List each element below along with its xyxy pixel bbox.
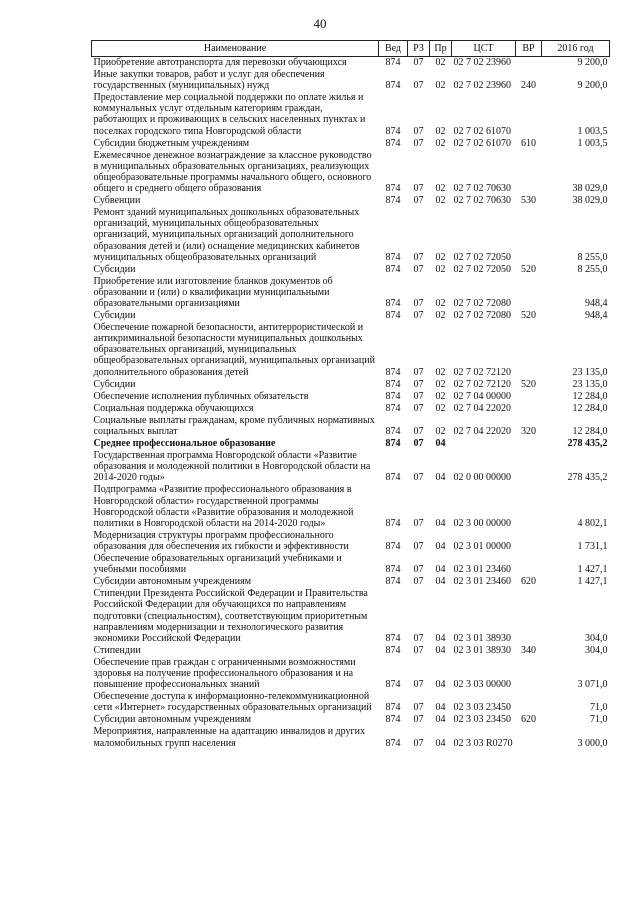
cell-vr: 610 (521, 137, 536, 149)
cell-cst: 02 3 01 38930 (453, 644, 511, 656)
table-body (92, 57, 610, 750)
cell-pr: 02 (435, 310, 446, 322)
cell-ved: 874 (385, 390, 401, 402)
cell-rz: 07 (413, 195, 424, 207)
cell-ved: 874 (385, 679, 401, 691)
budget-table (91, 40, 610, 750)
cell-pr: 02 (435, 390, 446, 402)
table-row (92, 92, 610, 137)
cell-rz: 07 (413, 517, 424, 529)
cell-cst: 02 0 00 00000 (453, 472, 511, 484)
cell-rz: 07 (413, 183, 424, 195)
table-row (92, 150, 610, 195)
cell-cst (452, 438, 516, 450)
cell-rz: 07 (413, 263, 424, 275)
cell-cst: 02 7 02 72120 (453, 366, 511, 378)
table-row (92, 276, 610, 310)
cell-pr: 02 (435, 378, 446, 390)
cell-name: Обеспечение доступа к информационно-телекоммуникационной сети «Интернет» государственных образовательных организаций (93, 691, 372, 714)
cell-ved: 874 (385, 644, 401, 656)
cell-ved: 874 (385, 195, 401, 207)
cell-sum: 9 200,0 (577, 80, 608, 92)
cell-ved: 874 (385, 251, 401, 263)
cell-cst: 02 3 01 23460 (453, 564, 511, 576)
cell-sum: 304,0 (585, 632, 608, 644)
table-row (92, 726, 610, 749)
table-row (92, 207, 610, 263)
cell-cst: 02 3 01 00000 (453, 540, 511, 552)
cell-cst: 02 7 02 72080 (453, 297, 511, 309)
cell-vr (516, 553, 542, 576)
cell-pr: 04 (435, 472, 446, 484)
cell-ved: 874 (385, 517, 401, 529)
cell-pr: 04 (435, 632, 446, 644)
cell-ved: 874 (385, 702, 401, 714)
table-row (92, 403, 610, 415)
cell-sum: 278 435,2 (567, 438, 608, 450)
header-rz: РЗ (408, 41, 430, 57)
cell-name: Социальные выплаты гражданам, кроме публичных нормативных социальных выплат (93, 414, 375, 437)
cell-cst: 02 7 02 61070 (453, 137, 511, 149)
cell-sum: 1 003,5 (577, 125, 608, 137)
table-row (92, 553, 610, 576)
cell-name: Субсидии (93, 263, 136, 275)
cell-sum: 8 255,0 (577, 251, 608, 263)
cell-name: Иные закупки товаров, работ и услуг для обеспечения государственных (муниципальных) нужд (93, 69, 325, 92)
table-row (92, 714, 610, 726)
table-row (92, 264, 610, 276)
cell-name: Субсидии бюджетным учреждениям (93, 137, 250, 149)
cell-name: Ремонт зданий муниципальных дошкольных образовательных организаций, муниципальных общеобразовательных организаций, муниципальных организаций дополнительного образования детей и (или) оснащение медицинских кабинетов муниципальных общеобразовательных организаций (93, 207, 360, 263)
cell-cst: 02 7 02 23960 (453, 80, 511, 92)
cell-vr: 320 (521, 426, 536, 437)
cell-rz: 07 (413, 402, 424, 414)
page-number: 40 (313, 16, 327, 31)
cell-ved: 874 (385, 378, 401, 390)
header-ved: Вед (379, 41, 408, 57)
cell-pr: 04 (435, 540, 446, 552)
cell-sum: 38 029,0 (572, 183, 608, 195)
cell-cst: 02 7 04 00000 (453, 390, 511, 402)
cell-rz: 07 (413, 644, 424, 656)
cell-vr (516, 403, 542, 415)
cell-rz: 07 (413, 438, 424, 450)
cell-pr: 02 (435, 195, 446, 207)
table-row (92, 484, 610, 529)
cell-ved: 874 (385, 183, 401, 195)
cell-pr: 04 (435, 644, 446, 656)
cell-ved: 874 (385, 632, 401, 644)
table-row (92, 415, 610, 438)
cell-cst: 02 7 02 23960 (453, 57, 511, 68)
cell-vr (516, 691, 542, 714)
cell-name: Стипендии (93, 644, 141, 656)
cell-name: Среднее профессиональное образование (93, 438, 276, 450)
cell-cst: 02 7 04 22020 (453, 402, 511, 414)
cell-pr: 04 (435, 702, 446, 714)
cell-vr (516, 276, 542, 310)
cell-vr (516, 484, 542, 529)
cell-name: Субсидии (93, 378, 136, 390)
cell-cst: 02 3 00 00000 (453, 517, 511, 529)
cell-rz: 07 (413, 714, 424, 726)
cell-rz: 07 (413, 564, 424, 576)
cell-cst: 02 3 03 23450 (453, 702, 511, 714)
cell-cst: 02 7 04 22020 (453, 426, 511, 437)
cell-sum: 1 003,5 (577, 137, 608, 149)
cell-vr (516, 726, 542, 749)
cell-rz: 07 (413, 540, 424, 552)
cell-name: Модернизация структуры программ профессионального образования для обеспечения их гибкости и эффективности (93, 529, 349, 552)
cell-ved: 874 (385, 366, 401, 378)
cell-pr: 02 (435, 366, 446, 378)
cell-sum: 12 284,0 (572, 390, 608, 402)
table-row (92, 310, 610, 322)
cell-ved: 874 (385, 57, 401, 68)
cell-sum: 4 802,1 (577, 517, 608, 529)
cell-cst: 02 7 02 70630 (453, 183, 511, 195)
cell-sum: 38 029,0 (572, 195, 608, 207)
cell-ved: 874 (385, 438, 401, 450)
header-sum: 2016 год (542, 41, 610, 57)
table-row (92, 438, 610, 450)
cell-vr: 520 (521, 378, 536, 390)
cell-vr: 340 (521, 644, 536, 656)
cell-sum: 9 200,0 (577, 57, 608, 68)
cell-name: Мероприятия, направленные на адаптацию инвалидов и других маломобильных групп населения (93, 726, 365, 749)
header-name: Наименование (92, 41, 379, 57)
cell-vr: 530 (521, 195, 536, 207)
cell-pr: 04 (435, 737, 446, 749)
cell-pr: 04 (435, 438, 446, 450)
cell-name: Субвенции (93, 195, 141, 207)
table-row (92, 450, 610, 484)
cell-name: Приобретение или изготовление бланков документов об образовании и (или) о квалификации муниципальными образовательными организациями (93, 275, 333, 309)
cell-vr (516, 530, 542, 553)
cell-ved: 874 (385, 402, 401, 414)
header-cst: ЦСТ (452, 41, 516, 57)
cell-cst: 02 3 03 R0270 (453, 737, 513, 749)
cell-cst: 02 7 02 72120 (453, 378, 511, 390)
cell-vr: 240 (521, 80, 536, 92)
cell-pr: 02 (435, 426, 446, 437)
cell-ved: 874 (385, 714, 401, 726)
cell-rz: 07 (413, 297, 424, 309)
table-row (92, 691, 610, 714)
cell-name: Обеспечение пожарной безопасности, антитеррористической и антикриминальной безопасности муниципальных дошкольных образовательных организаций, муниципальных общеобразовательных организаций, муниципальных организаций дополнительного образования детей (93, 322, 375, 378)
cell-vr: 520 (521, 310, 536, 322)
cell-pr: 04 (435, 564, 446, 576)
cell-ved: 874 (385, 125, 401, 137)
cell-name: Обеспечение прав граждан с ограниченными возможностями здоровья на получение профессионального образования и на повышение профессиональных знаний (93, 656, 356, 691)
cell-rz: 07 (413, 57, 424, 68)
cell-ved: 874 (385, 80, 401, 92)
cell-ved: 874 (385, 564, 401, 576)
cell-vr (516, 57, 542, 70)
cell-pr: 04 (435, 679, 446, 691)
cell-rz: 07 (413, 472, 424, 484)
table-row (92, 138, 610, 150)
table-row (92, 576, 610, 588)
cell-pr: 02 (435, 125, 446, 137)
table-row (92, 379, 610, 391)
cell-sum: 23 135,0 (572, 378, 608, 390)
cell-rz: 07 (413, 80, 424, 92)
cell-sum: 3 000,0 (577, 737, 608, 749)
cell-ved: 874 (385, 263, 401, 275)
cell-cst: 02 3 01 38930 (453, 632, 511, 644)
cell-rz: 07 (413, 366, 424, 378)
cell-cst: 02 3 01 23460 (453, 576, 511, 588)
cell-rz: 07 (413, 679, 424, 691)
cell-sum: 1 427,1 (577, 576, 608, 588)
cell-rz: 07 (413, 426, 424, 437)
cell-vr (516, 322, 542, 378)
cell-sum: 948,4 (585, 310, 608, 322)
cell-name: Предоставление мер социальной поддержки по оплате жилья и коммунальных услуг отдельным категориям граждан, работающих и проживающих в сельских населенных пунктах и поселках городского типа Новгородской области (93, 92, 366, 137)
cell-pr: 02 (435, 80, 446, 92)
cell-sum: 1 731,1 (577, 540, 608, 552)
cell-rz: 07 (413, 702, 424, 714)
cell-pr: 02 (435, 183, 446, 195)
cell-vr (516, 450, 542, 484)
cell-cst: 02 7 02 72050 (453, 263, 511, 275)
cell-name: Обеспечение исполнения публичных обязательств (93, 390, 309, 402)
header-row (92, 41, 610, 57)
table-row (92, 645, 610, 657)
cell-cst: 02 3 03 23450 (453, 714, 511, 726)
cell-pr: 02 (435, 57, 446, 68)
cell-sum: 3 071,0 (577, 679, 608, 691)
cell-vr (516, 92, 542, 137)
cell-name: Ежемесячное денежное вознаграждение за классное руководство в муниципальных образовательных организациях, реализующих общеобразовательные программы начального общего, основного общего и среднего общего образования (93, 149, 372, 195)
cell-name: Субсидии (93, 310, 136, 322)
header-pr: Пр (430, 41, 452, 57)
cell-sum: 71,0 (590, 714, 608, 726)
cell-ved: 874 (385, 472, 401, 484)
table-row (92, 657, 610, 691)
cell-ved: 874 (385, 137, 401, 149)
cell-rz: 07 (413, 737, 424, 749)
cell-name: Субсидии автономным учреждениям (93, 576, 252, 588)
cell-sum: 71,0 (590, 702, 608, 714)
cell-ved: 874 (385, 576, 401, 588)
cell-cst: 02 7 02 70630 (453, 195, 511, 207)
header-vr: ВР (516, 41, 542, 57)
cell-vr (516, 657, 542, 691)
table-row (92, 322, 610, 378)
cell-ved: 874 (385, 737, 401, 749)
cell-rz: 07 (413, 137, 424, 149)
cell-rz: 07 (413, 378, 424, 390)
cell-vr (516, 150, 542, 195)
cell-vr: 520 (521, 263, 536, 275)
cell-name: Стипендии Президента Российской Федерации и Правительства Российской Федерации для обучающихся по направлениям подготовки (специальностям), соответствующим приоритетным направлениям модернизации и технологического развития экономики Российской Федерации (93, 588, 368, 644)
cell-sum: 1 427,1 (577, 564, 608, 576)
cell-ved: 874 (385, 297, 401, 309)
cell-vr: 620 (521, 714, 536, 726)
cell-pr: 02 (435, 251, 446, 263)
cell-sum: 304,0 (585, 644, 608, 656)
table-row (92, 530, 610, 553)
cell-pr: 04 (435, 517, 446, 529)
cell-sum: 23 135,0 (572, 366, 608, 378)
cell-name: Социальная поддержка обучающихся (93, 402, 254, 414)
cell-vr (516, 391, 542, 403)
cell-vr (516, 438, 542, 450)
cell-rz: 07 (413, 390, 424, 402)
cell-name: Государственная программа Новгородской области «Развитие образования и молодежной политики в Новгородской области на 2014-2020 годы» (93, 450, 371, 484)
cell-sum: 278 435,2 (567, 472, 608, 484)
table-row (92, 57, 610, 70)
cell-vr (516, 207, 542, 263)
cell-pr: 02 (435, 402, 446, 414)
cell-rz: 07 (413, 125, 424, 137)
cell-cst: 02 7 02 72050 (453, 251, 511, 263)
cell-name: Приобретение автотранспорта для перевозки обучающихся (93, 57, 347, 68)
cell-cst: 02 7 02 61070 (453, 125, 511, 137)
cell-pr: 02 (435, 263, 446, 275)
cell-sum: 12 284,0 (572, 402, 608, 414)
table-row (92, 391, 610, 403)
table-row (92, 588, 610, 644)
cell-rz: 07 (413, 632, 424, 644)
cell-ved: 874 (385, 540, 401, 552)
cell-rz: 07 (413, 310, 424, 322)
cell-pr: 04 (435, 714, 446, 726)
cell-sum: 948,4 (585, 297, 608, 309)
cell-cst: 02 3 03 00000 (453, 679, 511, 691)
cell-rz: 07 (413, 251, 424, 263)
table-header (92, 41, 610, 57)
table-row (92, 69, 610, 92)
table-row (92, 195, 610, 207)
cell-sum: 8 255,0 (577, 263, 608, 275)
cell-name: Субсидии автономным учреждениям (93, 714, 252, 726)
cell-ved: 874 (385, 426, 401, 437)
cell-name: Обеспечение образовательных организаций учебниками и учебными пособиями (93, 553, 342, 576)
cell-ved: 874 (385, 310, 401, 322)
cell-sum: 12 284,0 (572, 426, 608, 437)
cell-pr: 02 (435, 297, 446, 309)
cell-name: Подпрограмма «Развитие профессионального образования в Новгородской области» государственной программы Новгородской области «Развитие образования и молодежной политики в Новгородской области на 2014-2020 годы» (93, 484, 354, 529)
cell-vr: 620 (521, 576, 536, 588)
cell-rz: 07 (413, 576, 424, 588)
cell-pr: 02 (435, 137, 446, 149)
cell-pr: 04 (435, 576, 446, 588)
cell-cst: 02 7 02 72080 (453, 310, 511, 322)
cell-vr (516, 588, 542, 644)
